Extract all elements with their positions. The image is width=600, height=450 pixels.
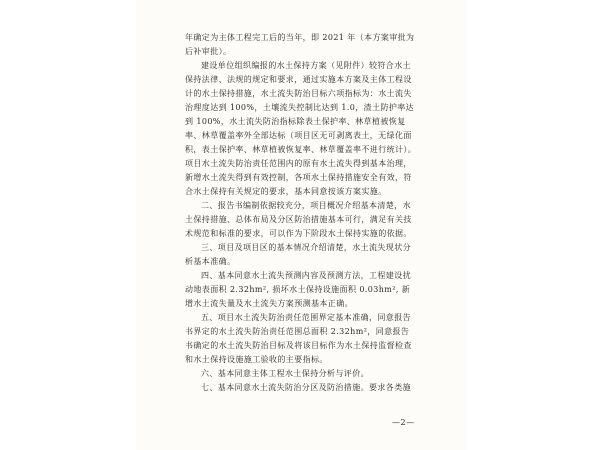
- paragraph-7: 六、基本同意主体工程水土保持分析与评价。: [201, 369, 369, 378]
- paragraph-4: 三、项目及项目区的基本情况介绍清楚，水土流失现状分析基本准确。: [185, 243, 411, 266]
- paragraph-2: 建设单位组织编报的水土保持方案（见附件）较符合水土保持法律、法规的规定和要求，通过实施本方案及主体工程设计的水土保持措施，水土流失防治目标六项指标为：水土流失治理度达到 100%，土壤流失控制比达到 1.0，渣土防护率达到 100%，水土流失防治指标除表土保护率、林草植被恢复率、林草覆盖率外全部达标（项目区无可剥离表土，无绿化面积，表土保护率、林草植被恢复率、林草覆盖率不进行统计）。项目水土流失防治责任范围内的原有水土流失得到基本治理，新增水土流失得到有效控制，各项水土保持措施安全有效，符合水土保持有关规定的要求，基本同意按该方案实施。: [185, 61, 417, 196]
- paragraph-3: 二、报告书编制依据较充分，项目概况介绍基本清楚，水土保持措施、总体布局及分区防治措施基本可行，满足有关技术规范和标准的要求，可以作为下阶段水土保持实施的依据。: [185, 201, 412, 238]
- paragraph-6: 五、项目水土流失防治责任范围界定基本准确，同意报告书界定的水土流失防治责任范围总面积 2.32hm²，同意报告书确定的水土流失防治目标及将该目标作为水土保持监督检查和水土保持设施施工验收的主要指标。: [185, 313, 412, 364]
- paragraph-5: 四、基本同意水土流失预测内容及预测方法，工程建设扰动地表面积 2.32hm², 损坏水土保持设施面积 0.03hm², 新增水土流失量及水土流失方案预测基本正确。: [185, 271, 411, 308]
- document-body: [185, 31, 417, 395]
- paragraph-8: 七、基本同意水土流失防治分区及防治措施。要求各类施: [201, 383, 411, 392]
- page-number: —2—: [392, 418, 415, 427]
- paragraph-1: 年确定为主体工程完工后的当年，即 2021 年（本方案审批为后补审批）。: [185, 33, 415, 56]
